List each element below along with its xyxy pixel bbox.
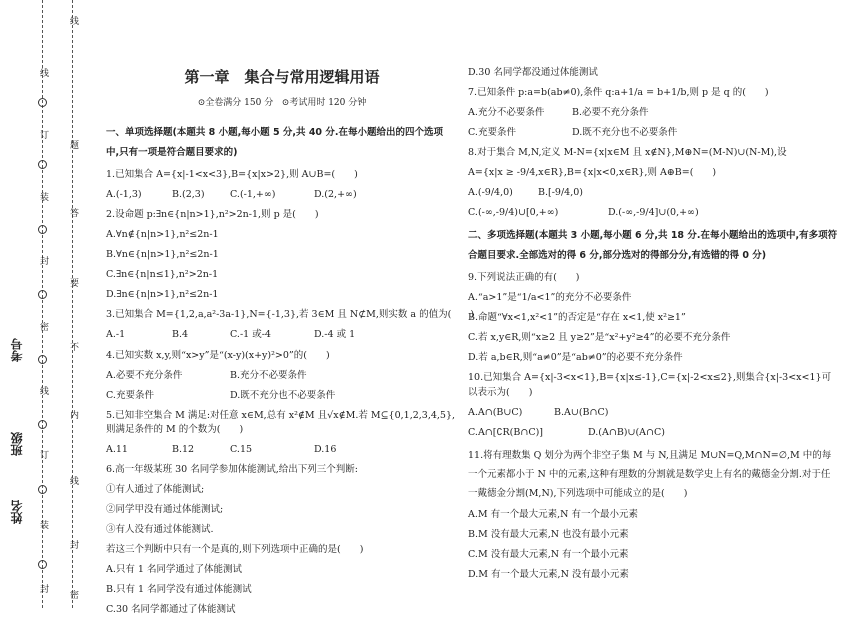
mark-left-6: 订 [38, 450, 48, 459]
section-2-heading: 二、多项选择题(本题共 3 小题,每小题 6 分,共 18 分.在每小题给出的选项中,有多项符合题目要求.全部选对的得 6 分,部分选对的得部分分,有选错的得 0 分) [468, 230, 838, 262]
q10-option-b: B.A∪(B∩C) [554, 407, 609, 419]
hole-4 [38, 290, 47, 299]
binding-strip [0, 0, 92, 608]
q2-option-d: D.∃n∈{n|n>1},n²≤2n-1 [106, 289, 219, 301]
q5-stem: 5.已知非空集合 M 满足:对任意 x∈M,总有 x²∉M 且√x∉M.若 M⊆{0,1,2,3,4,5},则满足条件的 M 的个数为( ) [106, 409, 456, 436]
exam-meta [106, 97, 458, 111]
hole-3 [38, 225, 47, 234]
q7-option-b: B.必要不充分条件 [572, 107, 649, 119]
mark-right-0: 线 [68, 16, 78, 25]
exam-time: 考试用时 120 分钟 [289, 98, 367, 109]
q2-option-b: B.∀n∈{n|n>1},n²≤2n-1 [106, 249, 219, 261]
section-1-heading: 一、单项选择题(本题共 8 小题,每小题 5 分,共 40 分.在每小题给出的四个选项中,只有一项是符合题目要求的) [106, 127, 443, 159]
q6-option-b: B.只有 1 名同学没有通过体能测试 [106, 584, 252, 596]
mark-left-2: 装 [38, 192, 48, 201]
q11-option-b: B.M 没有最大元素,N 也没有最小元素 [468, 529, 629, 541]
q1-option-c: C.(-1,+∞) [230, 189, 276, 201]
q9-option-b: B.命题“∀x<1,x²<1”的否定是“存在 x<1,使 x²≥1” [468, 312, 686, 324]
q1-options [106, 188, 458, 203]
cut-line-left [42, 0, 43, 608]
q4-option-a: A.必要不充分条件 [106, 369, 183, 381]
q10-option-d: D.(A∩B)∪(A∩C) [588, 427, 665, 439]
q4-options-2 [106, 389, 458, 404]
q1-option-a: A.(-1,3) [106, 189, 142, 201]
clock-icon: ⊙ [281, 98, 290, 109]
q3-stem: 3.已知集合 M={1,2,a,a²-3a-1},N={-1,3},若 3∈M 且 N⊄M,则实数 a 的值为( ) [106, 309, 475, 321]
q10-options-2 [468, 426, 840, 441]
hole-5 [38, 355, 47, 364]
q8-option-d: D.(-∞,-9/4]∪(0,+∞) [608, 207, 699, 219]
q4-option-b: B.充分不必要条件 [230, 369, 307, 381]
q2-option-a: A.∀n∉{n|n>1},n²≤2n-1 [106, 229, 219, 241]
q6-option-a: A.只有 1 名同学通过了体能测试 [106, 564, 242, 576]
q4-options-1 [106, 369, 458, 384]
hole-2 [38, 160, 47, 169]
q7-options-1 [468, 106, 840, 121]
mark-left-0: 线 [38, 68, 48, 77]
q10-option-a: A.A∩(B∪C) [468, 407, 523, 419]
q5-options [106, 443, 458, 458]
q9-stem: 9.下列说法正确的有( ) [468, 272, 580, 284]
cut-line-right [72, 0, 73, 608]
q6-option-c: C.30 名同学都通过了体能测试 [106, 604, 236, 616]
mark-left-7: 装 [38, 520, 48, 529]
q6-item-2: ②同学甲没有通过体能测试; [106, 504, 224, 516]
q3-option-a: A.-1 [106, 329, 126, 341]
q3-option-d: D.-4 或 1 [314, 329, 356, 341]
q10-options-1 [468, 406, 840, 421]
mark-right-3: 要 [68, 278, 78, 287]
mark-left-4: 密 [38, 322, 48, 331]
q1-option-b: B.(2,3) [172, 189, 205, 201]
q6-question: 若这三个判断中只有一个是真的,则下列选项中正确的是( ) [106, 544, 364, 556]
q3-option-b: B.4 [172, 329, 189, 341]
mark-right-4: 不 [68, 342, 78, 351]
q6-option-d: D.30 名同学都没通过体能测试 [468, 67, 598, 78]
field-name-label: 姓名 [10, 500, 24, 524]
right-column [468, 66, 840, 589]
hole-1 [38, 98, 47, 107]
q2-stem: 2.设命题 p:∃n∈{n|n>1},n²>2n-1,则 p 是( ) [106, 209, 319, 221]
q7-stem: 7.已知条件 p:a=b(ab≠0),条件 q:a+1/a = b+1/b,则 p 是 q 的( ) [468, 87, 769, 99]
field-exam-no-label: 考号 [10, 338, 24, 362]
mark-left-5: 线 [38, 386, 48, 395]
q8-options-1 [468, 186, 840, 201]
q8-stem-line2: A={x|x ≥ -9/4,x∈R},B={x|x<0,x∈R},则 A⊕B=( ) [468, 167, 717, 179]
hole-6 [38, 420, 47, 429]
mark-left-1: 订 [38, 130, 48, 139]
mark-right-6: 线 [68, 476, 78, 485]
q9-option-a: A.“a>1”是“1/a<1”的充分不必要条件 [468, 292, 632, 304]
q1-option-d: D.(2,+∞) [314, 189, 357, 201]
q9-option-c: C.若 x,y∈R,则“x≥2 且 y≥2”是“x²+y²≥4”的必要不充分条件 [468, 332, 731, 344]
q5-option-d: D.16 [314, 443, 337, 455]
q5-option-c: C.15 [230, 443, 253, 455]
mark-right-8: 密 [68, 590, 78, 599]
mark-right-1: 题 [68, 140, 78, 149]
q8-option-a: A.(-9/4,0) [468, 187, 513, 199]
q9-option-d: D.若 a,b∈R,则“a≠0”是“ab≠0”的必要不充分条件 [468, 352, 683, 364]
mark-right-5: 内 [68, 410, 78, 419]
hole-7 [38, 485, 47, 494]
q4-option-d: D.既不充分也不必要条件 [230, 389, 336, 401]
q4-stem: 4.已知实数 x,y,则“x>y”是“(x-y)(x+y)²>0”的( ) [106, 349, 330, 361]
field-class-label: 班级 [10, 432, 24, 456]
q8-stem: 8.对于集合 M,N,定义 M-N={x|x∈M 且 x∉N},M⊕N=(M-N)∪(N-M),设 [468, 147, 787, 159]
q1-stem: 1.已知集合 A={x|-1<x<3},B={x|x>2},则 A∪B=( ) [106, 169, 358, 181]
q7-options-2 [468, 126, 840, 141]
q11-stem: 11.将有理数集 Q 划分为两个非空子集 M 与 N,且满足 M∪N=Q,M∩N=∅,M 中的每一个元素都小于 N 中的元素,这种有理数的分割就是数学史上有名的戴德金分割.对于任一戴德金分割(M,N),下列选项中可能成立的是( ) [468, 450, 832, 500]
q11-option-c: C.M 没有最大元素,N 有一个最小元素 [468, 549, 629, 561]
q6-item-1: ①有人通过了体能测试; [106, 484, 205, 496]
page-title: 第一章 集合与常用逻辑用语 [184, 68, 380, 86]
q7-option-d: D.既不充分也不必要条件 [572, 127, 678, 139]
mark-left-8: 封 [38, 584, 48, 593]
q7-option-a: A.充分不必要条件 [468, 107, 545, 119]
q8-option-c: C.(-∞,-9/4)∪[0,+∞) [468, 207, 559, 219]
q3-options [106, 328, 458, 343]
mark-right-7: 封 [68, 540, 78, 549]
q2-option-c: C.∃n∈{n|n≤1},n²>2n-1 [106, 269, 219, 281]
q7-option-c: C.充要条件 [468, 127, 516, 139]
q10-option-c: C.A∩[∁R(B∩C)] [468, 427, 544, 439]
q6-stem: 6.高一年级某班 30 名同学参加体能测试,给出下列三个判断: [106, 464, 358, 475]
hole-8 [38, 560, 47, 569]
left-column [106, 60, 475, 623]
q8-option-b: B.[-9/4,0) [538, 187, 583, 199]
q4-option-c: C.充要条件 [106, 389, 154, 401]
q11-option-d: D.M 有一个最大元素,N 没有最小元素 [468, 569, 629, 581]
q6-item-3: ③有人没有通过体能测试. [106, 524, 214, 536]
q5-option-a: A.11 [106, 443, 128, 455]
q3-option-c: C.-1 或-4 [230, 329, 271, 341]
mark-right-2: 答 [68, 208, 78, 217]
full-score: 全卷满分 150 分 [205, 98, 274, 109]
q11-option-a: A.M 有一个最大元素,N 有一个最小元素 [468, 509, 638, 521]
q5-option-b: B.12 [172, 443, 195, 455]
q8-options-2 [468, 206, 840, 221]
mark-left-3: 封 [38, 256, 48, 265]
q10-stem: 10.已知集合 A={x|-3<x<1},B={x|x≤-1},C={x|-2<x≤2},则集合{x|-3<x<1}可以表示为( ) [468, 372, 832, 399]
score-icon: ⊙ [197, 98, 206, 109]
